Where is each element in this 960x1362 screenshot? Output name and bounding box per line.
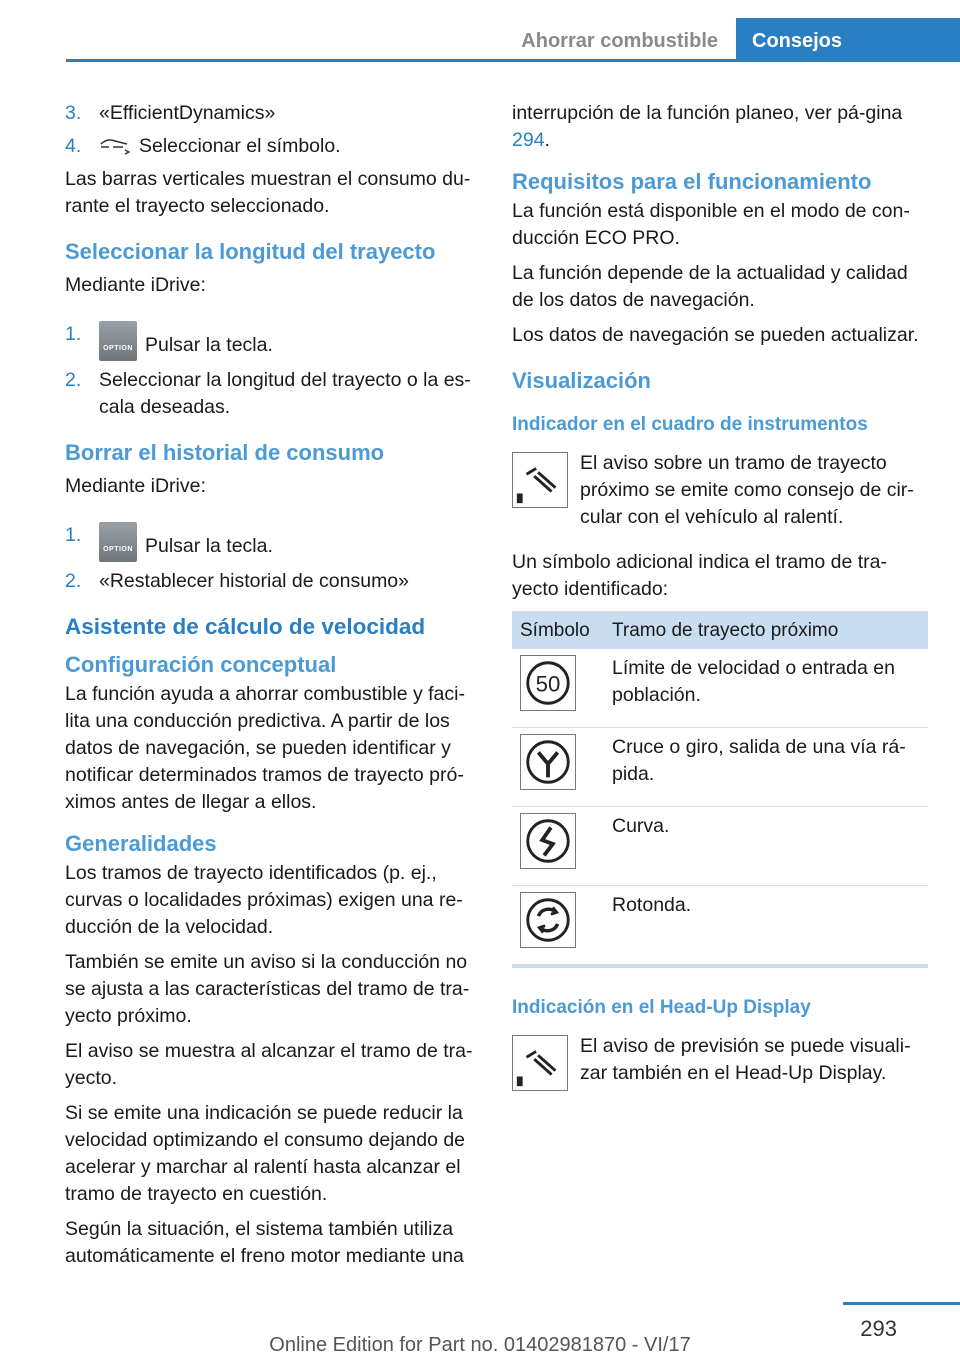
svg-text:50: 50 bbox=[535, 671, 561, 697]
right-column bbox=[512, 100, 928, 1105]
page-link[interactable]: 294 bbox=[512, 129, 545, 151]
paragraph: Según la situación, el sistema también utiliza automáticamente el freno motor mediante una bbox=[65, 1218, 464, 1267]
step-number: 1. bbox=[65, 323, 82, 345]
paragraph: Mediante iDrive: bbox=[65, 475, 206, 497]
page-header bbox=[66, 0, 960, 62]
option-key-icon: OPTION bbox=[99, 522, 137, 562]
step-number: 2. bbox=[65, 570, 82, 592]
paragraph: También se emite un aviso si la conducción no se ajusta a las características del tramo de tra-yecto próximo. bbox=[65, 951, 470, 1027]
paragraph: La función depende de la actualidad y calidad de los datos de navegación. bbox=[512, 262, 908, 311]
list-item bbox=[65, 133, 477, 160]
step-number: 3. bbox=[65, 102, 82, 124]
page-number: 293 bbox=[860, 1316, 897, 1341]
subsection-heading: Indicación en el Head-Up Display bbox=[512, 997, 811, 1018]
section-heading: Generalidades bbox=[65, 831, 217, 856]
step-text: Seleccionar el símbolo. bbox=[139, 135, 341, 157]
paragraph: Mediante iDrive: bbox=[65, 274, 206, 296]
table-row bbox=[512, 728, 928, 807]
table-header-description: Tramo de trayecto próximo bbox=[604, 611, 928, 649]
paragraph: La función ayuda a ahorrar combustible y faci-lita una conducción predictiva. A partir de los datos de navegación, se pueden identificar y notificar determinados tramos de trayecto pró-ximos antes de llegar a ellos. bbox=[65, 683, 465, 813]
coasting-icon bbox=[512, 1035, 568, 1091]
table-row bbox=[512, 886, 928, 967]
step-text-wrap bbox=[99, 522, 477, 562]
section-heading: Visualización bbox=[512, 368, 651, 393]
paragraph: Las barras verticales muestran el consumo du-rante el trayecto seleccionado. bbox=[65, 168, 471, 217]
table-header-symbol: Símbolo bbox=[512, 611, 604, 649]
header-tab: Consejos bbox=[736, 18, 960, 62]
step-text-wrap bbox=[99, 321, 477, 361]
table-cell: Rotonda. bbox=[604, 886, 928, 967]
paragraph: El aviso se muestra al alcanzar el tramo de tra-yecto. bbox=[65, 1040, 473, 1089]
step-text-wrap bbox=[99, 133, 477, 160]
indicator-note bbox=[512, 450, 928, 539]
table-cell: Cruce o giro, salida de una vía rá-pida. bbox=[604, 728, 928, 807]
step-text: «EfficientDynamics» bbox=[99, 102, 276, 124]
step-text: Seleccionar la longitud del trayecto o la es-cala deseadas. bbox=[99, 369, 471, 418]
left-column bbox=[65, 100, 477, 1278]
table-cell: Curva. bbox=[604, 807, 928, 886]
step-text: «Restablecer historial de consumo» bbox=[99, 570, 410, 592]
paragraph: Los datos de navegación se pueden actualizar. bbox=[512, 324, 919, 346]
step-text: Pulsar la tecla. bbox=[145, 334, 273, 356]
paragraph: Un símbolo adicional indica el tramo de tra-yecto identificado: bbox=[512, 551, 888, 600]
list-item bbox=[65, 100, 477, 127]
list-item bbox=[65, 321, 477, 361]
section-heading: Requisitos para el funcionamiento bbox=[512, 169, 872, 194]
paragraph: La función está disponible en el modo de con-ducción ECO PRO. bbox=[512, 200, 910, 249]
list-item bbox=[65, 367, 477, 421]
section-heading: Configuración conceptual bbox=[65, 652, 337, 677]
roundabout-icon bbox=[520, 892, 576, 948]
paragraph-text: . bbox=[544, 129, 550, 151]
junction-exit-icon bbox=[520, 734, 576, 790]
fuel-trip-icon bbox=[99, 136, 131, 156]
table-row bbox=[512, 807, 928, 886]
paragraph: Los tramos de trayecto identificados (p. ej., curvas o localidades próximas) exigen una re-ducción de la velocidad. bbox=[65, 862, 463, 938]
hud-note bbox=[512, 1033, 928, 1095]
paragraph bbox=[512, 100, 928, 154]
paragraph: Si se emite una indicación se puede reducir la velocidad optimizando el consumo dejando de acelerar y marchar al ralentí hasta alcanzar el tramo de trayecto en cuestión. bbox=[65, 1102, 466, 1205]
curve-icon bbox=[520, 813, 576, 869]
table-cell: Límite de velocidad o entrada en población. bbox=[604, 649, 928, 728]
header-section-title: Ahorrar combustible bbox=[521, 30, 718, 52]
step-number: 2. bbox=[65, 369, 82, 391]
speed-limit-50-icon bbox=[520, 655, 576, 711]
list-item bbox=[65, 522, 477, 562]
footer-rule bbox=[843, 1302, 960, 1305]
paragraph-text: interrupción de la función planeo, ver pá-gina bbox=[512, 102, 903, 124]
option-key-icon: OPTION bbox=[99, 321, 137, 361]
coasting-icon bbox=[512, 452, 568, 508]
subsection-heading: Indicador en el cuadro de instrumentos bbox=[512, 414, 868, 435]
list-item bbox=[65, 568, 477, 595]
section-heading: Borrar el historial de consumo bbox=[65, 440, 385, 465]
edition-footer: Online Edition for Part no. 01402981870 - VI/17 bbox=[269, 1334, 691, 1356]
step-number: 4. bbox=[65, 135, 82, 157]
chapter-heading: Asistente de cálculo de velocidad bbox=[65, 614, 426, 639]
paragraph: El aviso de previsión se puede visuali-zar también en el Head-Up Display. bbox=[580, 1035, 911, 1084]
symbol-table bbox=[512, 611, 928, 968]
step-text: Pulsar la tecla. bbox=[145, 535, 273, 557]
paragraph: El aviso sobre un tramo de trayecto próximo se emite como consejo de cir-cular con el vehículo al ralentí. bbox=[580, 452, 914, 528]
section-heading: Seleccionar la longitud del trayecto bbox=[65, 239, 436, 264]
table-row bbox=[512, 649, 928, 728]
step-number: 1. bbox=[65, 524, 82, 546]
